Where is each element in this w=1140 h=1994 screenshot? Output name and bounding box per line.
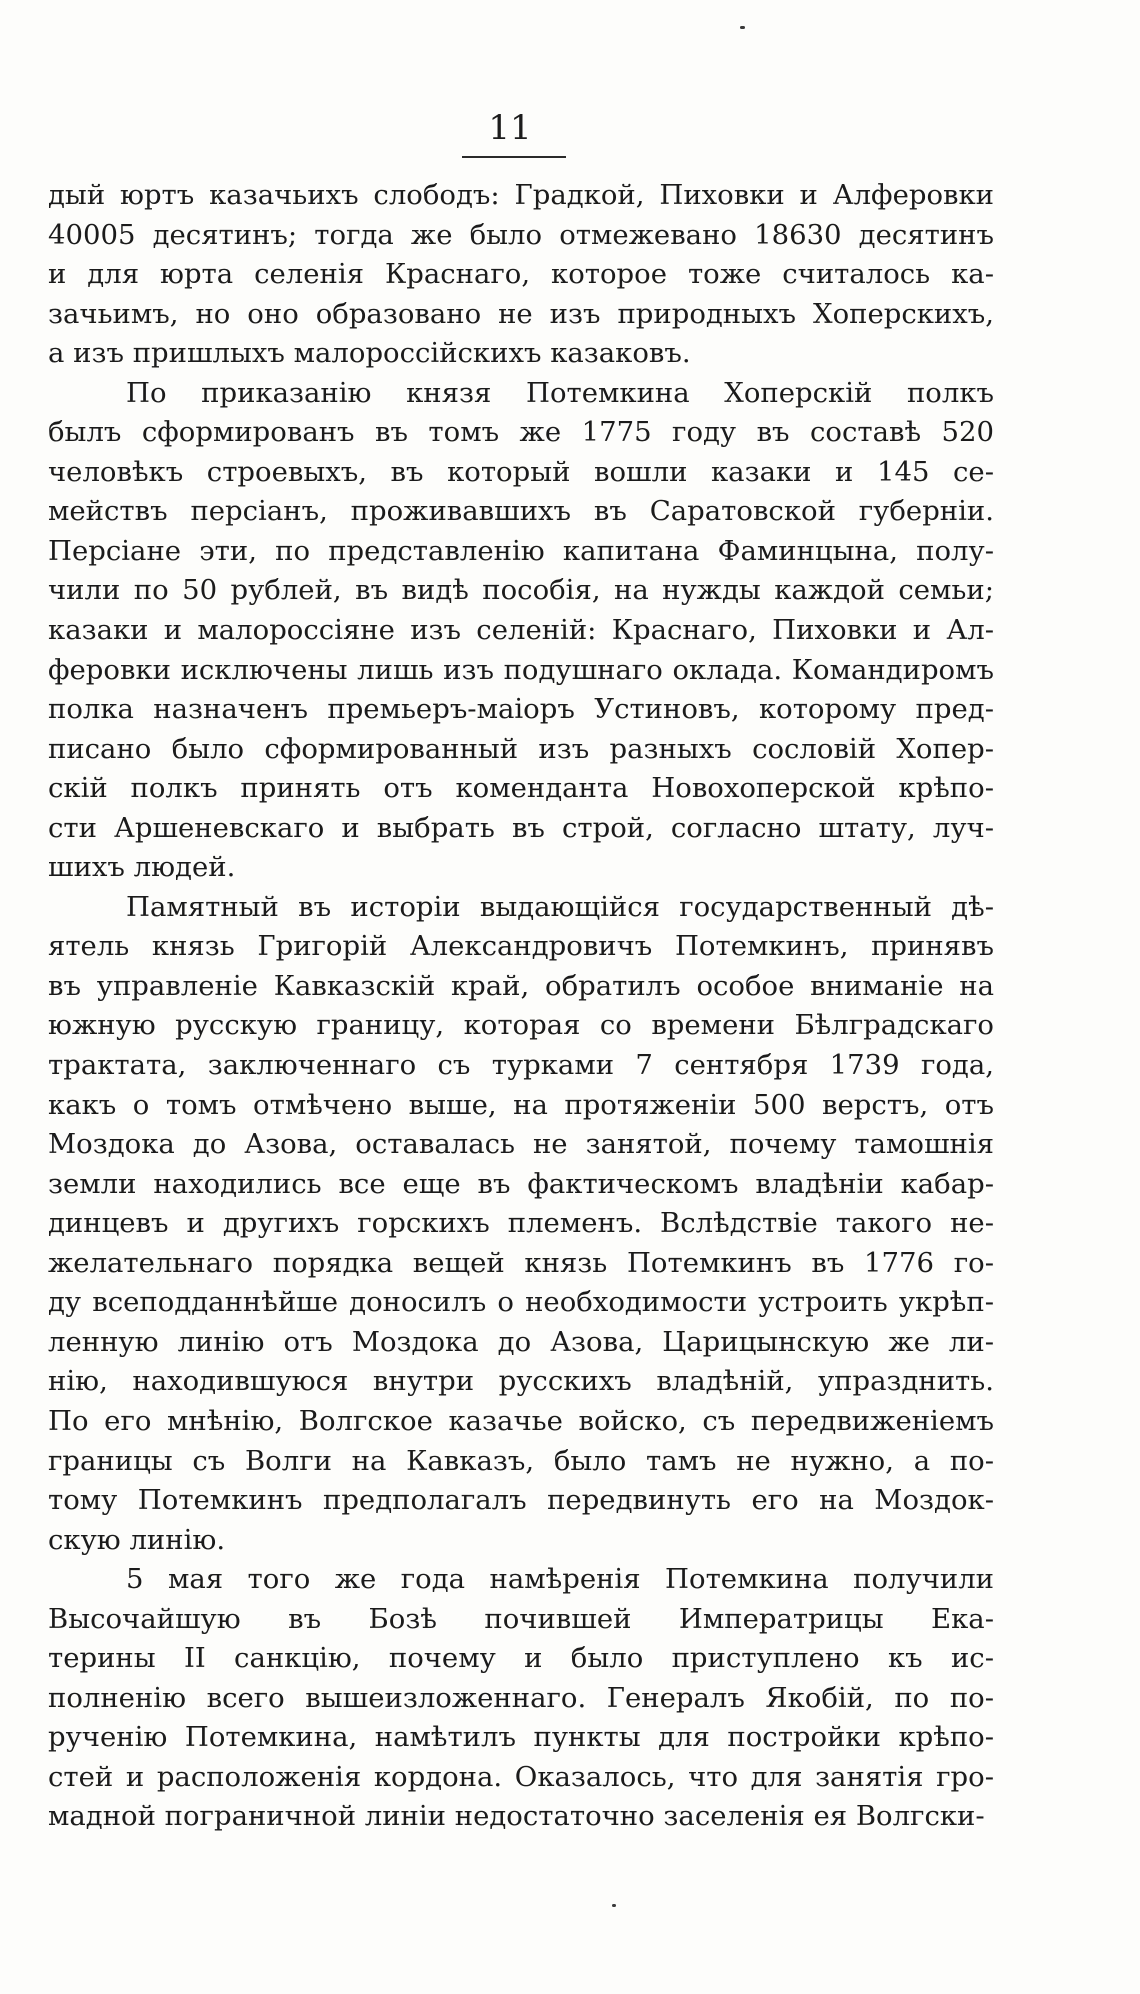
text-line: рученію Потемкина, намѣтилъ пункты для постройки крѣпо-	[48, 1721, 994, 1754]
text-line: границы съ Волги на Кавказъ, было тамъ не нужно, а по-	[48, 1444, 994, 1477]
text-line: ятель князь Григорій Александровичъ Потемкинъ, принявъ	[48, 930, 994, 963]
ink-speck-top	[740, 26, 745, 29]
text-line: тому Потемкинъ предполагалъ передвинуть его на Моздок-	[48, 1484, 994, 1517]
page-number: 11	[488, 108, 532, 148]
paragraph	[48, 374, 994, 888]
paragraph	[48, 1560, 994, 1837]
body-text	[48, 176, 994, 1837]
text-line: Памятный въ исторіи выдающійся государственный дѣ-	[126, 890, 994, 923]
text-line: сти Аршеневскаго и выбрать въ строй, согласно штату, луч-	[48, 811, 994, 844]
text-line: въ управленіе Кавказскій край, обратилъ особое вниманіе на	[48, 969, 994, 1002]
text-line: скій полкъ принять отъ коменданта Новохоперской крѣпо-	[48, 772, 994, 805]
text-line: дый юртъ казачьихъ слободъ: Градкой, Пиховки и Алферовки	[48, 179, 994, 211]
text-line: Персіане эти, по представленію капитана Фаминцына, полу-	[48, 534, 994, 567]
text-line: нію, находившуюся внутри русскихъ владѣній, упразднить.	[48, 1365, 994, 1398]
text-line: По его мнѣнію, Волгское казачье войско, съ передвиженіемъ	[48, 1404, 994, 1437]
page-number-rule	[462, 156, 566, 158]
text-line: 40005 десятинъ; тогда же было отмежевано 18630 десятинъ	[48, 218, 994, 251]
text-line: человѣкъ строевыхъ, въ который вошли казаки и 145 се-	[48, 455, 994, 488]
ink-speck-bottom	[612, 1904, 616, 1907]
text-line: писано было сформированный изъ разныхъ сословій Хопер-	[48, 732, 994, 765]
text-line: скую линію.	[48, 1523, 226, 1556]
text-line: южную русскую границу, которая со времени Бѣлградскаго	[48, 1009, 994, 1042]
text-line: По приказанію князя Потемкина Хоперскій полкъ	[126, 376, 994, 409]
text-line: мействъ персіанъ, проживавшихъ въ Саратовской губерніи.	[48, 495, 994, 528]
text-line: ду всеподданнѣйше доносилъ о необходимости устроить укрѣп-	[48, 1286, 994, 1319]
text-line: чили по 50 рублей, въ видѣ пособія, на нужды каждой семьи;	[48, 574, 994, 607]
text-line: зачьимъ, но оно образовано не изъ природныхъ Хоперскихъ,	[48, 297, 994, 330]
text-line: а изъ пришлыхъ малороссійскихъ казаковъ.	[48, 337, 691, 370]
text-line: казаки и малороссіяне изъ селеній: Краснаго, Пиховки и Ал-	[48, 614, 994, 647]
text-line: полка назначенъ премьеръ-маіоръ Устиновъ, которому пред-	[48, 693, 994, 726]
text-line: трактата, заключеннаго съ турками 7 сентября 1739 года,	[48, 1049, 994, 1082]
text-line: ленную линію отъ Моздока до Азова, Царицынскую же ли-	[48, 1325, 994, 1358]
text-line: 5 мая того же года намѣренія Потемкина получили	[126, 1563, 994, 1596]
text-line: Моздока до Азова, оставалась не занятой, почему тамошнія	[48, 1128, 994, 1161]
text-line: мадной пограничной линіи недостаточно заселенія ея Волгски-	[48, 1800, 985, 1833]
text-line: стей и расположенія кордона. Оказалось, что для занятія гро-	[48, 1760, 994, 1793]
text-line: былъ сформированъ въ томъ же 1775 году въ составѣ 520	[48, 416, 994, 449]
text-line: земли находились все еще въ фактическомъ владѣніи кабар-	[48, 1167, 994, 1200]
text-line: желательнаго порядка вещей князь Потемкинъ въ 1776 го-	[48, 1246, 994, 1279]
text-line: динцевъ и другихъ горскихъ племенъ. Вслѣдствіе такого не-	[48, 1207, 994, 1240]
text-line: феровки исключены лишь изъ подушнаго оклада. Командиромъ	[48, 653, 994, 686]
text-line: Высочайшую въ Бозѣ почившей Императрицы Ека-	[48, 1602, 994, 1635]
paragraph	[48, 176, 994, 374]
text-line: какъ о томъ отмѣчено выше, на протяженіи 500 верстъ, отъ	[48, 1088, 994, 1121]
text-line: терины II санкцію, почему и было приступлено къ ис-	[48, 1642, 994, 1675]
text-line: шихъ людей.	[48, 851, 236, 884]
text-line: и для юрта селенія Краснаго, которое тоже считалось ка-	[48, 258, 994, 291]
text-line: полненію всего вышеизложеннаго. Генералъ Якобій, по по-	[48, 1681, 994, 1714]
paragraph	[48, 888, 994, 1560]
